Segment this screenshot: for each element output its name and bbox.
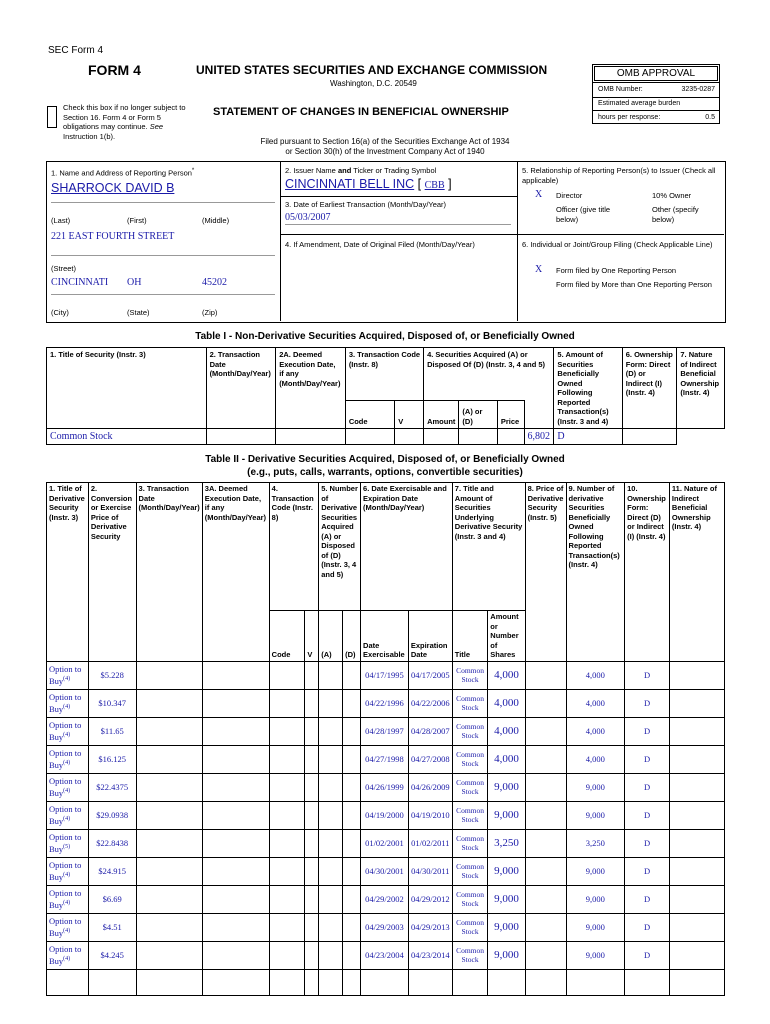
earliest-transaction-date: 05/03/2007 bbox=[285, 212, 331, 223]
street-value: 221 EAST FOURTH STREET bbox=[51, 231, 175, 242]
t2-row-date-exercisable: 04/23/2004 bbox=[361, 941, 409, 969]
ten-percent-owner-label: 10% Owner bbox=[652, 191, 692, 200]
t2-row-owned: 4,000 bbox=[566, 717, 625, 745]
t2-row-expiration: 04/17/2005 bbox=[408, 661, 452, 689]
t2-row-amount: 4,000 bbox=[488, 745, 525, 773]
t2-row-amount: 9,000 bbox=[488, 773, 525, 801]
director-label: Director bbox=[556, 191, 583, 200]
t2-row-expiration: 04/29/2013 bbox=[408, 913, 452, 941]
t2-date-exercisable: Date Exercisable bbox=[361, 611, 409, 662]
t2-row-owned: 9,000 bbox=[566, 941, 625, 969]
t2-row-amount: 9,000 bbox=[488, 801, 525, 829]
t1-h2a: 2A. Deemed Execution Date, if any (Month/Day/Year) bbox=[276, 348, 346, 429]
t2-row-date-exercisable: 04/28/1997 bbox=[361, 717, 409, 745]
filed-pursuant: Filed pursuant to Section 16(a) of the Securities Exchange Act of 1934 or Section 30(h) of the Investment Company Act of 1940 bbox=[260, 137, 510, 156]
box3-label: 3. Date of Earliest Transaction (Month/Day/Year) bbox=[285, 200, 447, 209]
t2-row-form: D bbox=[625, 857, 670, 885]
omb-hours: 0.5 bbox=[705, 114, 715, 121]
t2-row-owned: 9,000 bbox=[566, 913, 625, 941]
t2-row-underlying: Common Stock bbox=[452, 885, 488, 913]
t2-row-underlying: Common Stock bbox=[452, 801, 488, 829]
t2-row-expiration: 01/02/2011 bbox=[408, 829, 452, 857]
t2-row-date-exercisable: 04/30/2001 bbox=[361, 857, 409, 885]
state-value: OH bbox=[127, 277, 142, 288]
t2-row-title: Option to Buy$^{(4)}$ bbox=[47, 717, 89, 745]
t2-row-underlying: Common Stock bbox=[452, 941, 488, 969]
t1-amount: Amount bbox=[424, 400, 459, 428]
street-label: (Street) bbox=[51, 264, 77, 273]
one-person-label: Form filed by One Reporting Person bbox=[556, 266, 677, 275]
t2-row-price: $29.0938 bbox=[88, 801, 136, 829]
t2-row-expiration: 04/28/2007 bbox=[408, 717, 452, 745]
table-row bbox=[47, 885, 725, 913]
no-longer-subject-checkbox[interactable] bbox=[47, 106, 57, 128]
state-label: (State) bbox=[127, 308, 150, 317]
omb-hours-label: hours per response: bbox=[598, 114, 661, 121]
table2-title: Table II - Derivative Securities Acquired, Disposed of, or Beneficially Owned (e.g., puts, calls, warrants, options, convertible securities) bbox=[205, 454, 565, 478]
t2-row-form: D bbox=[625, 717, 670, 745]
t2-row-form: D bbox=[625, 745, 670, 773]
t2-h2: 2. Conversion or Exercise Price of Derivative Security bbox=[88, 483, 136, 662]
t2-row-date-exercisable: 04/29/2002 bbox=[361, 885, 409, 913]
t2-amount-shares: Amount or Number of Shares bbox=[488, 611, 525, 662]
t2-row-amount: 9,000 bbox=[488, 913, 525, 941]
box6-label: 6. Individual or Joint/Group Filing (Check Applicable Line) bbox=[522, 240, 713, 249]
box2-label: 2. Issuer Name and Ticker or Trading Symbol bbox=[285, 166, 437, 175]
t2-h1: 1. Title of Derivative Security (Instr. 3) bbox=[47, 483, 89, 662]
box4-label: 4. If Amendment, Date of Original Filed (Month/Day/Year) bbox=[285, 240, 475, 249]
t1-h1: 1. Title of Security (Instr. 3) bbox=[47, 348, 207, 429]
t1-code: Code bbox=[345, 400, 394, 428]
t2-row-title: Option to Buy$^{(5)}$ bbox=[47, 829, 89, 857]
t2-row-date-exercisable: 04/19/2000 bbox=[361, 801, 409, 829]
box1-label: 1. Name and Address of Reporting Person* bbox=[51, 168, 195, 178]
omb-burden-label: Estimated average burden bbox=[593, 97, 719, 110]
t2-row-title: Option to Buy$^{(4)}$ bbox=[47, 689, 89, 717]
t2-row-underlying: Common Stock bbox=[452, 689, 488, 717]
t2-row-expiration: 04/26/2009 bbox=[408, 773, 452, 801]
t1-h2: 2. Transaction Date (Month/Day/Year) bbox=[206, 348, 276, 429]
t2-row-underlying: Common Stock bbox=[452, 829, 488, 857]
t1-amount-owned: 6,802 bbox=[524, 429, 554, 445]
t2-a: (A) bbox=[319, 611, 343, 662]
issuer-name: CINCINNATI BELL INC [ CBB ] bbox=[285, 177, 452, 191]
t2-row-owned: 9,000 bbox=[566, 773, 625, 801]
t2-row-title: Option to Buy$^{(4)}$ bbox=[47, 745, 89, 773]
t2-code: Code bbox=[269, 611, 305, 662]
t2-expiration: Expiration Date bbox=[408, 611, 452, 662]
statement-title: STATEMENT OF CHANGES IN BENEFICIAL OWNERSHIP bbox=[213, 106, 509, 118]
t2-row-amount: 9,000 bbox=[488, 885, 525, 913]
t2-row-title: Option to Buy$^{(4)}$ bbox=[47, 773, 89, 801]
agency-city: Washington, D.C. 20549 bbox=[330, 79, 417, 88]
t2-row-date-exercisable: 04/26/1999 bbox=[361, 773, 409, 801]
table-row bbox=[47, 661, 725, 689]
t2-row-underlying: Common Stock bbox=[452, 717, 488, 745]
t2-h5: 5. Number of Derivative Securities Acquired (A) or Disposed of (D) (Instr. 3, 4 and 5) bbox=[319, 483, 361, 611]
t1-price: Price bbox=[497, 400, 524, 428]
city-label: (City) bbox=[51, 308, 69, 317]
t1-h5: 5. Amount of Securities Beneficially Owned Following Reported Transaction(s) (Instr. 3 and 4) bbox=[554, 348, 622, 429]
t2-row-date-exercisable: 04/27/1998 bbox=[361, 745, 409, 773]
t2-row-underlying: Common Stock bbox=[452, 745, 488, 773]
t1-aord: (A) or (D) bbox=[459, 400, 497, 428]
middle-label: (Middle) bbox=[202, 216, 230, 225]
checkbox-instructions: Check this box if no longer subject to Section 16. Form 4 or Form 5 obligations may continue. See Instruction 1(b). bbox=[63, 103, 186, 141]
t2-row-price: $4.51 bbox=[88, 913, 136, 941]
reporting-person-name: SHARROCK DAVID B bbox=[51, 181, 175, 195]
last-label: (Last) bbox=[51, 216, 71, 225]
t2-row-price: $16.125 bbox=[88, 745, 136, 773]
t2-row-price: $11.65 bbox=[88, 717, 136, 745]
other-label: Other (specify below) bbox=[652, 205, 699, 224]
t2-row-owned: 9,000 bbox=[566, 801, 625, 829]
omb-title: OMB APPROVAL bbox=[594, 66, 718, 81]
t2-row-price: $5.228 bbox=[88, 661, 136, 689]
t2-row-underlying: Common Stock bbox=[452, 913, 488, 941]
t2-h3: 3. Transaction Date (Month/Day/Year) bbox=[136, 483, 202, 662]
t2-row-owned: 4,000 bbox=[566, 745, 625, 773]
t2-row-form: D bbox=[625, 661, 670, 689]
t1-ownership-form: D bbox=[554, 429, 622, 445]
t2-row-amount: 9,000 bbox=[488, 941, 525, 969]
t2-row-form: D bbox=[625, 801, 670, 829]
t2-row-title: Option to Buy$^{(4)}$ bbox=[47, 661, 89, 689]
first-label: (First) bbox=[127, 216, 147, 225]
t2-row-amount: 4,000 bbox=[488, 689, 525, 717]
table-row bbox=[47, 829, 725, 857]
t2-row-underlying: Common Stock bbox=[452, 773, 488, 801]
table2 bbox=[46, 482, 725, 996]
t2-row-price: $22.8438 bbox=[88, 829, 136, 857]
table-row bbox=[47, 913, 725, 941]
t2-row-amount: 4,000 bbox=[488, 661, 525, 689]
t2-row-form: D bbox=[625, 689, 670, 717]
ticker-symbol: CBB bbox=[424, 180, 445, 191]
t2-row-amount: 3,250 bbox=[488, 829, 525, 857]
t2-row-expiration: 04/29/2012 bbox=[408, 885, 452, 913]
box5-label: 5. Relationship of Reporting Person(s) to Issuer (Check all applicable) bbox=[522, 166, 716, 185]
table1-title: Table I - Non-Derivative Securities Acquired, Disposed of, or Beneficially Owned bbox=[195, 331, 575, 342]
t2-row-date-exercisable: 04/29/2003 bbox=[361, 913, 409, 941]
form-title: FORM 4 bbox=[88, 62, 141, 78]
t2-row-title: Option to Buy$^{(4)}$ bbox=[47, 885, 89, 913]
t2-row-amount: 4,000 bbox=[488, 717, 525, 745]
agency-title: UNITED STATES SECURITIES AND EXCHANGE COMMISSION bbox=[196, 63, 548, 77]
table-row bbox=[47, 801, 725, 829]
t2-row-form: D bbox=[625, 773, 670, 801]
officer-label: Officer (give title below) bbox=[556, 205, 611, 224]
t1-h7: 7. Nature of Indirect Beneficial Ownership (Instr. 4) bbox=[677, 348, 725, 429]
t2-h7: 7. Title and Amount of Securities Underlying Derivative Security (Instr. 3 and 4) bbox=[452, 483, 525, 611]
t2-row-owned: 3,250 bbox=[566, 829, 625, 857]
table-row bbox=[47, 717, 725, 745]
t2-row-underlying: Common Stock bbox=[452, 661, 488, 689]
t2-row-owned: 9,000 bbox=[566, 857, 625, 885]
t1-h4: 4. Securities Acquired (A) or Disposed Of (D) (Instr. 3, 4 and 5) bbox=[424, 348, 554, 401]
t2-row-price: $24.915 bbox=[88, 857, 136, 885]
sec-form-label: SEC Form 4 bbox=[48, 45, 104, 56]
t2-h9: 9. Number of derivative Securities Beneficially Owned Following Reported Transaction(s) (Instr. 4) bbox=[566, 483, 625, 662]
t2-row-price: $6.69 bbox=[88, 885, 136, 913]
omb-number-label: OMB Number: bbox=[598, 86, 643, 93]
t1-v: V bbox=[395, 400, 424, 428]
t2-row-date-exercisable: 04/17/1995 bbox=[361, 661, 409, 689]
director-mark[interactable]: X bbox=[535, 189, 543, 200]
t2-d: (D) bbox=[343, 611, 361, 662]
t2-row-expiration: 04/30/2011 bbox=[408, 857, 452, 885]
table-row bbox=[47, 941, 725, 969]
omb-approval-box bbox=[592, 64, 720, 124]
t2-row-title: Option to Buy$^{(4)}$ bbox=[47, 913, 89, 941]
t1-security-title: Common Stock bbox=[47, 429, 207, 445]
table-row bbox=[47, 689, 725, 717]
t2-row-price: $22.4375 bbox=[88, 773, 136, 801]
table-row bbox=[47, 857, 725, 885]
t2-row-form: D bbox=[625, 885, 670, 913]
t2-row-amount: 9,000 bbox=[488, 857, 525, 885]
t2-row-owned: 4,000 bbox=[566, 661, 625, 689]
zip-label: (Zip) bbox=[202, 308, 218, 317]
t2-row-title: Option to Buy$^{(4)}$ bbox=[47, 941, 89, 969]
t2-h3a: 3A. Deemed Execution Date, if any (Month/Day/Year) bbox=[202, 483, 269, 662]
city-value: CINCINNATI bbox=[51, 277, 109, 288]
zip-value: 45202 bbox=[202, 277, 227, 288]
one-person-mark[interactable]: X bbox=[535, 264, 543, 275]
t2-row-title: Option to Buy$^{(4)}$ bbox=[47, 857, 89, 885]
t2-h11: 11. Nature of Indirect Beneficial Ownership (Instr. 4) bbox=[669, 483, 724, 662]
t2-row-underlying: Common Stock bbox=[452, 857, 488, 885]
t2-row-date-exercisable: 01/02/2001 bbox=[361, 829, 409, 857]
t2-v: V bbox=[305, 611, 319, 662]
t2-row-owned: 4,000 bbox=[566, 689, 625, 717]
more-persons-label: Form filed by More than One Reporting Person bbox=[556, 280, 712, 289]
t2-row-expiration: 04/19/2010 bbox=[408, 801, 452, 829]
table1-row bbox=[47, 429, 725, 445]
t2-title: Title bbox=[452, 611, 488, 662]
t2-row-expiration: 04/23/2014 bbox=[408, 941, 452, 969]
t2-row-form: D bbox=[625, 829, 670, 857]
t1-h6: 6. Ownership Form: Direct (D) or Indirect (I) (Instr. 4) bbox=[622, 348, 677, 429]
t2-row-owned: 9,000 bbox=[566, 885, 625, 913]
omb-number: 3235-0287 bbox=[681, 86, 715, 93]
t2-row-form: D bbox=[625, 941, 670, 969]
t2-row-price: $10.347 bbox=[88, 689, 136, 717]
t2-row-title: Option to Buy$^{(4)}$ bbox=[47, 801, 89, 829]
t2-row-expiration: 04/22/2006 bbox=[408, 689, 452, 717]
table-row bbox=[47, 773, 725, 801]
t2-row-expiration: 04/27/2008 bbox=[408, 745, 452, 773]
t2-row-price: $4.245 bbox=[88, 941, 136, 969]
t2-h6: 6. Date Exercisable and Expiration Date (Month/Day/Year) bbox=[361, 483, 453, 611]
t2-row-form: D bbox=[625, 913, 670, 941]
t2-row-date-exercisable: 04/22/1996 bbox=[361, 689, 409, 717]
t2-h8: 8. Price of Derivative Security (Instr. 5) bbox=[525, 483, 566, 662]
t1-h3: 3. Transaction Code (Instr. 8) bbox=[345, 348, 423, 401]
table-row bbox=[47, 745, 725, 773]
table1 bbox=[46, 347, 725, 445]
t2-h4: 4. Transaction Code (Instr. 8) bbox=[269, 483, 319, 611]
t2-h10: 10. Ownership Form: Direct (D) or Indirect (I) (Instr. 4) bbox=[625, 483, 670, 662]
